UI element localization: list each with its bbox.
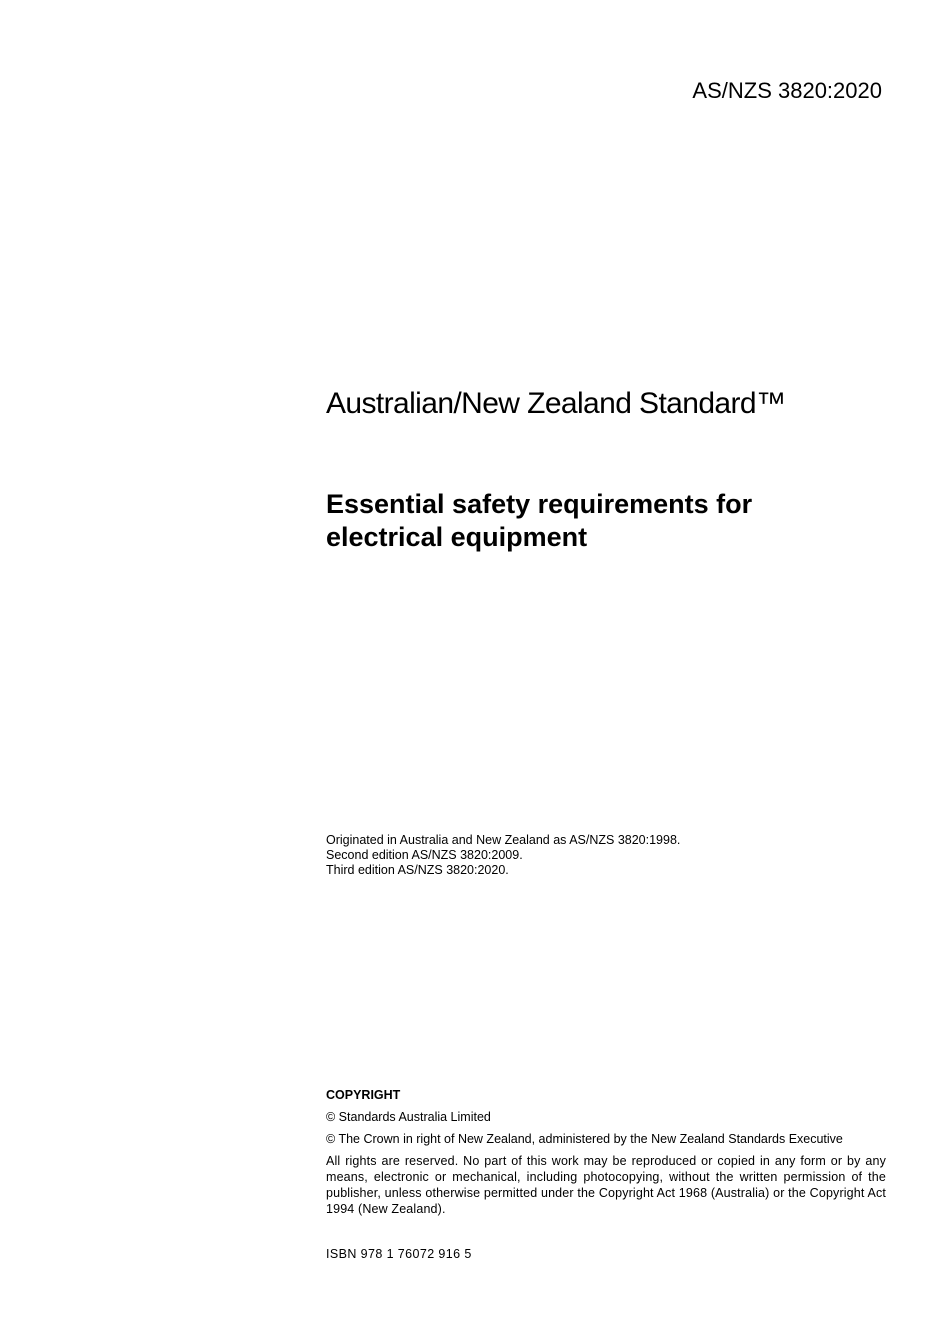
document-title-line-2: electrical equipment — [326, 522, 588, 552]
copyright-heading: COPYRIGHT — [326, 1088, 401, 1102]
copyright-block — [326, 1087, 886, 1217]
isbn-number: ISBN 978 1 76072 916 5 — [326, 1247, 472, 1261]
copyright-holder-new-zealand: © The Crown in right of New Zealand, administered by the New Zealand Standards Executive — [326, 1132, 843, 1146]
standard-type-heading: Australian/New Zealand Standard™ — [326, 387, 786, 420]
origin-note: Originated in Australia and New Zealand as AS/NZS 3820:1998. — [326, 833, 681, 847]
document-number: AS/NZS 3820:2020 — [692, 78, 882, 103]
document-title-line-1: Essential safety requirements for — [326, 489, 753, 519]
rights-reserved-statement: All rights are reserved. No part of this work may be reproduced or copied in any form or by any means, electronic or mechanical, including photocopying, without the written permission of the publisher, unless otherwise permitted under the Copyright Act 1968 (Australia) or the Copyright Act 1994 (New Zealand). — [326, 1154, 886, 1216]
second-edition-note: Second edition AS/NZS 3820:2009. — [326, 848, 523, 862]
third-edition-note: Third edition AS/NZS 3820:2020. — [326, 863, 509, 877]
copyright-holder-standards-australia: © Standards Australia Limited — [326, 1110, 491, 1124]
edition-history — [326, 833, 886, 878]
document-title — [326, 488, 886, 554]
